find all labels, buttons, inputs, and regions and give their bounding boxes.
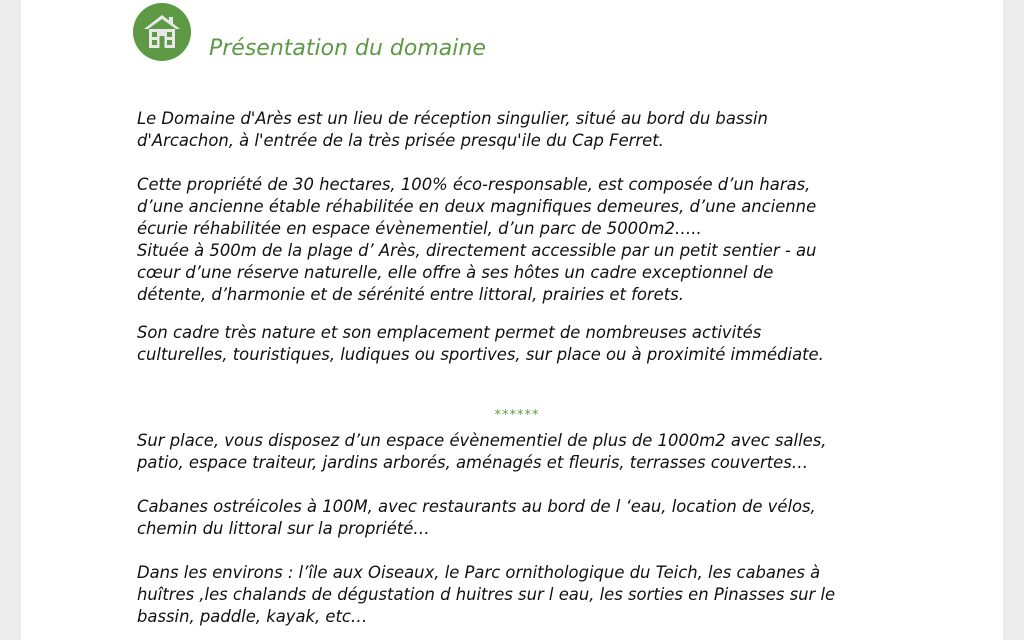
house-icon (142, 12, 182, 52)
paragraph-line: Cabanes ostréicoles à 100M, avec restaurants au bord de l ‘eau, location de vélos, (137, 497, 816, 516)
paragraph-line: Sur place, vous disposez d’un espace évènementiel de plus de 1000m2 avec salles, (137, 431, 827, 450)
paragraph-line: d’une ancienne étable réhabilitée en deux magnifiques demeures, d’une ancienne (137, 197, 817, 216)
paragraph-activities (137, 322, 897, 366)
section-icon-badge (133, 3, 191, 61)
paragraph-line: Cette propriété de 30 hectares, 100% éco-responsable, est composée d’un haras, (137, 175, 811, 194)
document-page (21, 0, 1003, 640)
paragraph-line: écurie réhabilitée en espace évènementiel, d’un parc de 5000m2….. (137, 219, 702, 238)
paragraph-line: bassin, paddle, kayak, etc… (137, 607, 368, 626)
paragraph-surroundings (137, 562, 897, 628)
paragraph-line: patio, espace traiteur, jardins arborés, aménagés et fleuris, terrasses couvertes… (137, 453, 809, 472)
paragraph-line: Dans les environs : l’île aux Oiseaux, le Parc ornithologique du Teich, les cabanes à (137, 563, 821, 582)
section-separator: ****** (494, 408, 540, 423)
paragraph-intro (137, 108, 897, 152)
paragraph-property (137, 174, 897, 306)
page-title: Présentation du domaine (209, 36, 486, 61)
paragraph-line: chemin du littoral sur la propriété… (137, 519, 430, 538)
paragraph-line: Située à 500m de la plage d’ Arès, directement accessible par un petit sentier - au (137, 241, 817, 260)
paragraph-line: culturelles, touristiques, ludiques ou sportives, sur place ou à proximité immédiate. (137, 345, 824, 364)
paragraph-line: cœur d’une réserve naturelle, elle offre à ses hôtes un cadre exceptionnel de (137, 263, 774, 282)
paragraph-oyster-huts (137, 496, 897, 540)
paragraph-line: Son cadre très nature et son emplacement permet de nombreuses activités (137, 323, 762, 342)
paragraph-on-site (137, 430, 897, 474)
paragraph-line: d'Arcachon, à l'entrée de la très prisée presqu'ile du Cap Ferret. (137, 131, 664, 150)
paragraph-line: Le Domaine d'Arès est un lieu de réception singulier, situé au bord du bassin (137, 109, 768, 128)
paragraph-line: détente, d’harmonie et de sérénité entre littoral, prairies et forets. (137, 285, 684, 304)
paragraph-line: huîtres ,les chalands de dégustation d huitres sur l eau, les sorties en Pinasses sur le (137, 585, 836, 604)
